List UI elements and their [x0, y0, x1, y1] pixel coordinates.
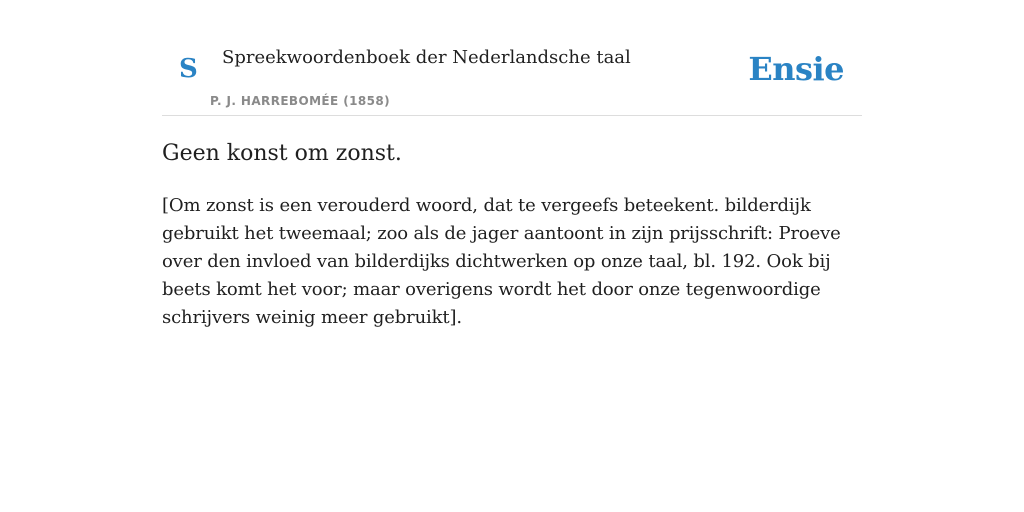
book-logo-letter[interactable]: S: [179, 54, 198, 84]
book-header: [162, 0, 862, 116]
entry-body: [Om zonst is een verouderd woord, dat te vergeefs beteekent. bilderdijk gebruikt het tweemaal; zoo als de jager aantoont in zijn prijsschrift: Proeve over den invloed van bilderdijks dichtwerken op onze taal, bl. 192. Ook bij beets komt het voor; maar overigens wordt het door onze tegenwoordige schrijvers weinig meer gebruikt].: [162, 195, 841, 328]
book-title[interactable]: Spreekwoordenboek der Nederlandsche taal: [222, 47, 631, 68]
book-author: P. J. HARREBOMÉE (1858): [210, 94, 390, 108]
ensie-logo-link[interactable]: Ensie: [748, 50, 844, 88]
entry-title: Geen konst om zonst.: [162, 141, 402, 166]
page: [162, 0, 862, 328]
